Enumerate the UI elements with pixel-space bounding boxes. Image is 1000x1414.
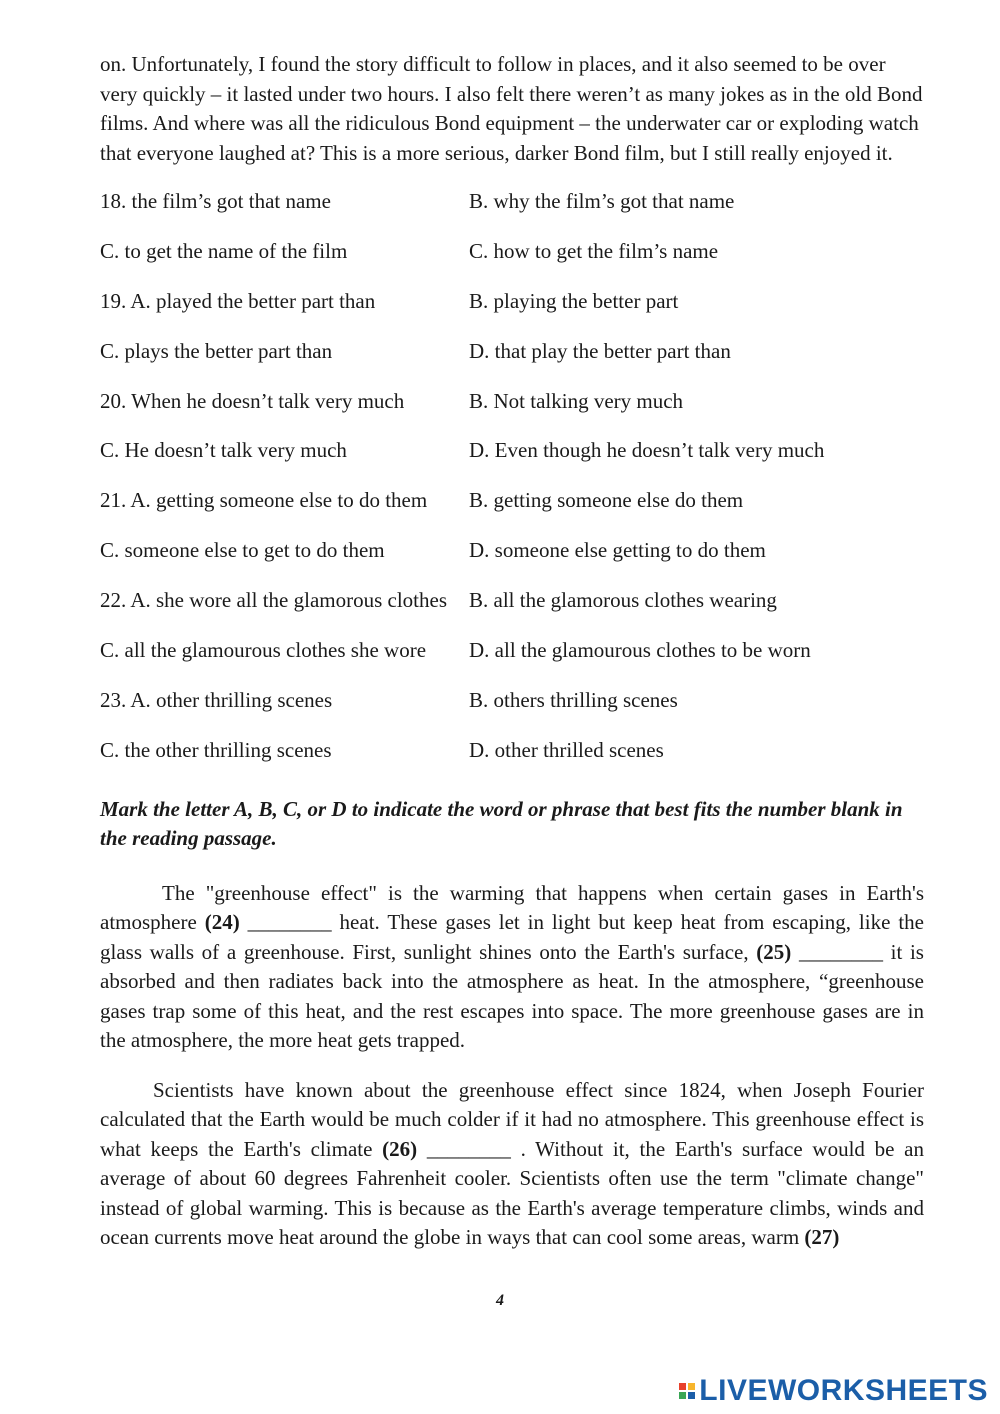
passage-paragraph-2 bbox=[100, 1076, 924, 1253]
option-left: C. to get the name of the film bbox=[100, 238, 348, 263]
option-left: C. all the glamourous clothes she wore bbox=[100, 638, 427, 663]
option-row bbox=[100, 636, 924, 686]
option-right: D. other thrilled scenes bbox=[469, 737, 664, 762]
option-left: 21. A. getting someone else to do them bbox=[100, 488, 428, 513]
option-row bbox=[100, 287, 924, 337]
blank-number-26: (26) bbox=[382, 1136, 418, 1161]
option-left: C. someone else to get to do them bbox=[100, 538, 385, 563]
passage-paragraph-1 bbox=[100, 879, 924, 1056]
passage-text: ________ it is absorbed and then radiates back into the atmosphere as heat. In the atmosphere, “greenhouse gases trap some of this heat, and the rest escapes into space. The more greenhouse gases are in the atmosphere, the more heat gets trapped. bbox=[100, 939, 924, 1053]
intro-paragraph: on. Unfortunately, I found the story difficult to follow in places, and it also seemed to be over very quickly – it lasted under two hours. I also felt there weren’t as many jokes as in the old Bond films. And where was all the ridiculous Bond equipment – the underwater car or exploding watch that everyone laughed at? This is a more serious, darker Bond film, but I still really enjoyed it. bbox=[100, 52, 923, 165]
worksheet-page bbox=[100, 50, 924, 1253]
option-right: B. playing the better part bbox=[469, 288, 679, 313]
option-right: B. getting someone else do them bbox=[469, 488, 744, 513]
page-number: 4 bbox=[496, 1292, 504, 1309]
blank-number-24: (24) bbox=[204, 910, 240, 935]
option-left: 23. A. other thrilling scenes bbox=[100, 687, 333, 712]
blank-number-25: (25) bbox=[756, 939, 792, 964]
option-right: B. Not talking very much bbox=[469, 388, 684, 413]
option-row bbox=[100, 387, 924, 437]
option-right: C. how to get the film’s name bbox=[469, 238, 719, 263]
passage-text: ________ heat. These gases let in light but keep heat from escaping, like the glass walls of a greenhouse. First, sunlight shines onto the Earth's surface, bbox=[100, 910, 924, 964]
option-left: 18. the film’s got that name bbox=[100, 189, 331, 213]
instruction-heading: Mark the letter A, B, C, or D to indicate the word or phrase that best fits the number blank in the reading passage. bbox=[100, 796, 903, 851]
option-row bbox=[100, 736, 924, 786]
option-row bbox=[100, 586, 924, 636]
option-right: D. that play the better part than bbox=[469, 338, 731, 363]
passage-text: Scientists have known about the greenhouse effect since 1824, when Joseph Fourier calculated that the Earth would be much colder if it had no atmosphere. This greenhouse effect is what keeps the Earth's climate bbox=[100, 1077, 924, 1161]
option-left: 22. A. she wore all the glamorous clothes bbox=[100, 588, 448, 613]
liveworksheets-footer[interactable] bbox=[679, 1374, 988, 1408]
option-right: B. others thrilling scenes bbox=[469, 687, 678, 712]
answer-options bbox=[100, 187, 924, 786]
brand-name: LIVEWORKSHEETS bbox=[699, 1374, 988, 1407]
blank-number-27: (27) bbox=[804, 1225, 840, 1250]
option-row bbox=[100, 486, 924, 536]
option-left: 19. A. played the better part than bbox=[100, 288, 376, 313]
option-row bbox=[100, 337, 924, 387]
passage-text: ________ . Without it, the Earth's surface would be an average of about 60 degrees Fahrenheit cooler. Scientists often use the term "climate change" instead of global warming. This is because as the Earth's average temperature climbs, winds and ocean currents move heat around the globe in ways that can cool some areas, warm bbox=[100, 1136, 924, 1250]
option-right: B. all the glamorous clothes wearing bbox=[469, 588, 777, 613]
option-left: C. the other thrilling scenes bbox=[100, 737, 332, 762]
option-row bbox=[100, 237, 924, 287]
option-row bbox=[100, 536, 924, 586]
option-row bbox=[100, 187, 924, 237]
liveworksheets-logo-icon bbox=[679, 1383, 695, 1399]
option-right: D. Even though he doesn’t talk very much bbox=[469, 438, 825, 463]
passage-text: The "greenhouse effect" is the warming that happens when certain gases in Earth's atmosphere bbox=[100, 880, 924, 935]
option-row bbox=[100, 686, 924, 736]
option-right: D. someone else getting to do them bbox=[469, 538, 766, 563]
option-right: D. all the glamourous clothes to be worn bbox=[469, 638, 811, 663]
option-left: C. He doesn’t talk very much bbox=[100, 438, 347, 463]
option-right: B. why the film’s got that name bbox=[469, 189, 735, 213]
option-row bbox=[100, 436, 924, 486]
option-left: C. plays the better part than bbox=[100, 338, 333, 363]
option-left: 20. When he doesn’t talk very much bbox=[100, 388, 405, 413]
